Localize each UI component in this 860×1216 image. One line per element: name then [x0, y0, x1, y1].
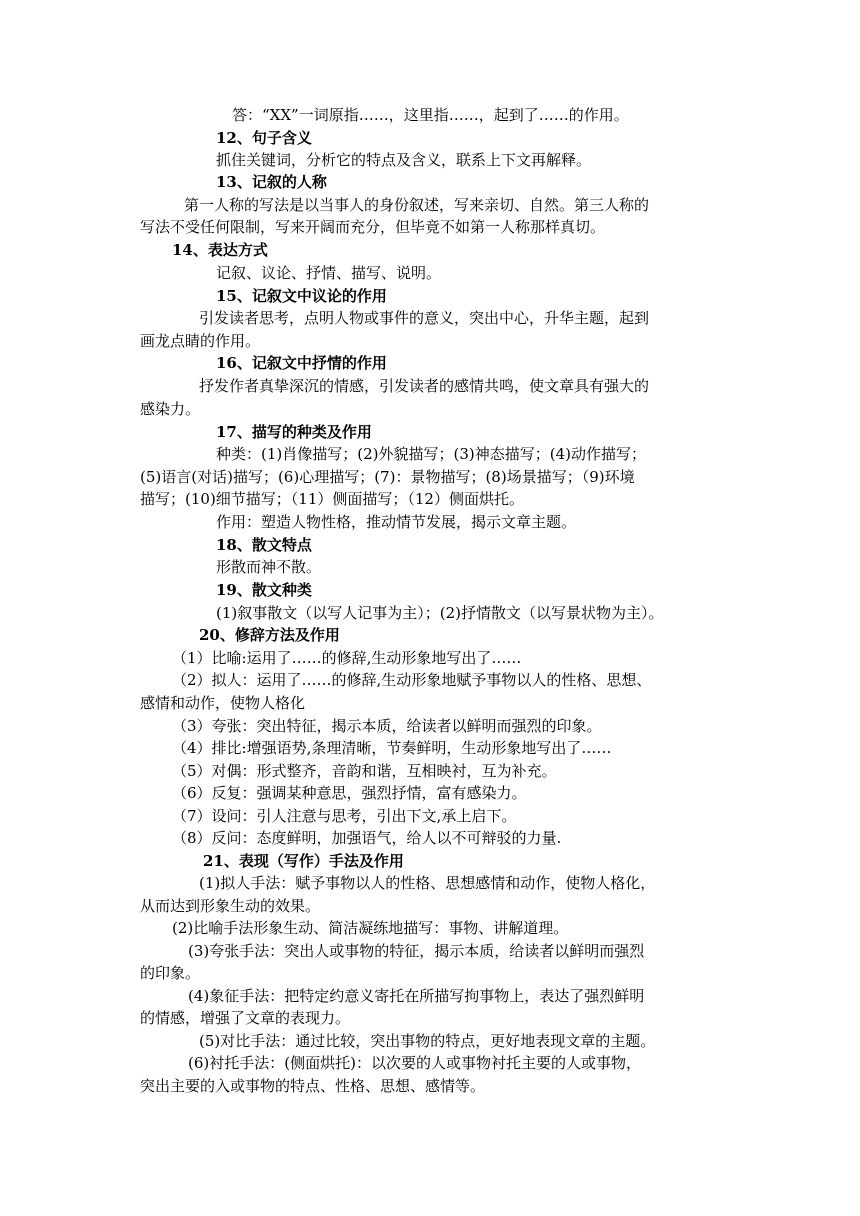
rhetoric-2-line1: （2）拟人：运用了……的修辞,生动形象地赋予事物以人的性格、思想、 [172, 671, 652, 689]
heading-18: 18、散文特点 [216, 536, 312, 554]
technique-6-line2: 突出主要的入或事物的特点、性格、思想、感情等。 [140, 1077, 486, 1095]
heading-21: 21、表现（写作）手法及作用 [203, 852, 404, 870]
paragraph-13-line2: 写法不受任何限制，写来开阔而充分，但毕竟不如第一人称那样真切。 [140, 218, 606, 236]
paragraph-16-line1: 抒发作者真挚深沉的情感，引发读者的感情共鸣，使文章具有强大的 [199, 377, 650, 395]
paragraph-18: 形散而神不散。 [216, 558, 322, 576]
technique-4-line1: (4)象征手法：把特定约意义寄托在所描写拘事物上，表达了强烈鲜明 [188, 987, 645, 1005]
answer-template: 答：“XX”一词原指……，这里指……，起到了……的作用。 [232, 106, 629, 124]
rhetoric-8: （8）反问：态度鲜明，加强语气，给人以不可辩驳的力量. [172, 829, 562, 847]
paragraph-15-line1: 引发读者思考，点明人物或事件的意义，突出中心，升华主题，起到 [199, 309, 650, 327]
paragraph-17-line1: 种类：(1)肖像描写；(2)外貌描写；(3)神态描写；(4)动作描写； [216, 445, 646, 463]
heading-14: 14、表达方式 [172, 241, 268, 259]
paragraph-15-line2: 画龙点睛的作用。 [140, 332, 261, 350]
technique-4-line2: 的情感，增强了文章的表现力。 [140, 1009, 351, 1027]
heading-12: 12、句子含义 [216, 129, 312, 147]
technique-1-line1: (1)拟人手法：赋予事物以人的性格、思想感情和动作，使物人格化， [199, 874, 656, 892]
technique-2: (2)比喻手法形象生动、简洁凝练地描写：事物、讲解道理。 [172, 919, 569, 937]
heading-13: 13、记叙的人称 [216, 173, 327, 191]
heading-20: 20、修辞方法及作用 [199, 626, 340, 644]
heading-16: 16、记叙文中抒情的作用 [216, 354, 387, 372]
heading-15: 15、记叙文中议论的作用 [216, 287, 387, 305]
technique-6-line1: (6)衬托手法：(侧面烘托)：以次要的人或事物衬托主要的人或事物， [188, 1054, 641, 1072]
paragraph-13-line1: 第一人称的写法是以当事人的身份叙述，写来亲切、自然。第三人称的 [184, 196, 650, 214]
rhetoric-3: （3）夸张：突出特征，揭示本质，给读者以鲜明而强烈的印象。 [172, 717, 602, 735]
rhetoric-5: （5）对偶：形式整齐，音韵和谐，互相映衬，互为补充。 [172, 762, 557, 780]
heading-17: 17、描写的种类及作用 [216, 423, 372, 441]
rhetoric-6: （6）反复：强调某种意思，强烈抒情，富有感染力。 [172, 784, 527, 802]
rhetoric-4: （4）排比:增强语势,条理清晰，节奏鲜明，生动形象地写出了…… [172, 739, 612, 757]
paragraph-17-line2: (5)语言(对话)描写；(6)心理描写；(7)：景物描写；(8)场景描写；（9)环境 [140, 468, 635, 486]
technique-3-line2: 的印象。 [140, 964, 201, 982]
paragraph-14: 记叙、议论、抒情、描写、说明。 [216, 264, 442, 282]
paragraph-17-effect: 作用：塑造人物性格，推动情节发展，揭示文章主题。 [216, 513, 577, 531]
paragraph-17-line3: 描写；(10)细节描写；（11）侧面描写；（12）侧面烘托。 [140, 490, 524, 508]
rhetoric-2-line2: 感情和动作，使物人格化 [140, 694, 306, 712]
technique-5: (5)对比手法：通过比较，突出事物的特点，更好地表现文章的主题。 [199, 1032, 656, 1050]
rhetoric-1: （1）比喻:运用了……的修辞,生动形象地写出了…… [172, 649, 522, 667]
paragraph-12: 抓住关键词，分析它的特点及含义，联系上下文再解释。 [216, 151, 592, 169]
technique-1-line2: 从而达到形象生动的效果。 [140, 897, 321, 915]
rhetoric-7: （7）设问：引人注意与思考，引出下文,承上启下。 [172, 807, 517, 825]
heading-19: 19、散文种类 [216, 581, 312, 599]
technique-3-line1: (3)夸张手法：突出人或事物的特征，揭示本质，给读者以鲜明而强烈 [188, 942, 645, 960]
paragraph-19: (1)叙事散文（以写人记事为主）；(2)抒情散文（以写景状物为主）。 [216, 604, 664, 622]
paragraph-16-line2: 感染力。 [140, 400, 201, 418]
